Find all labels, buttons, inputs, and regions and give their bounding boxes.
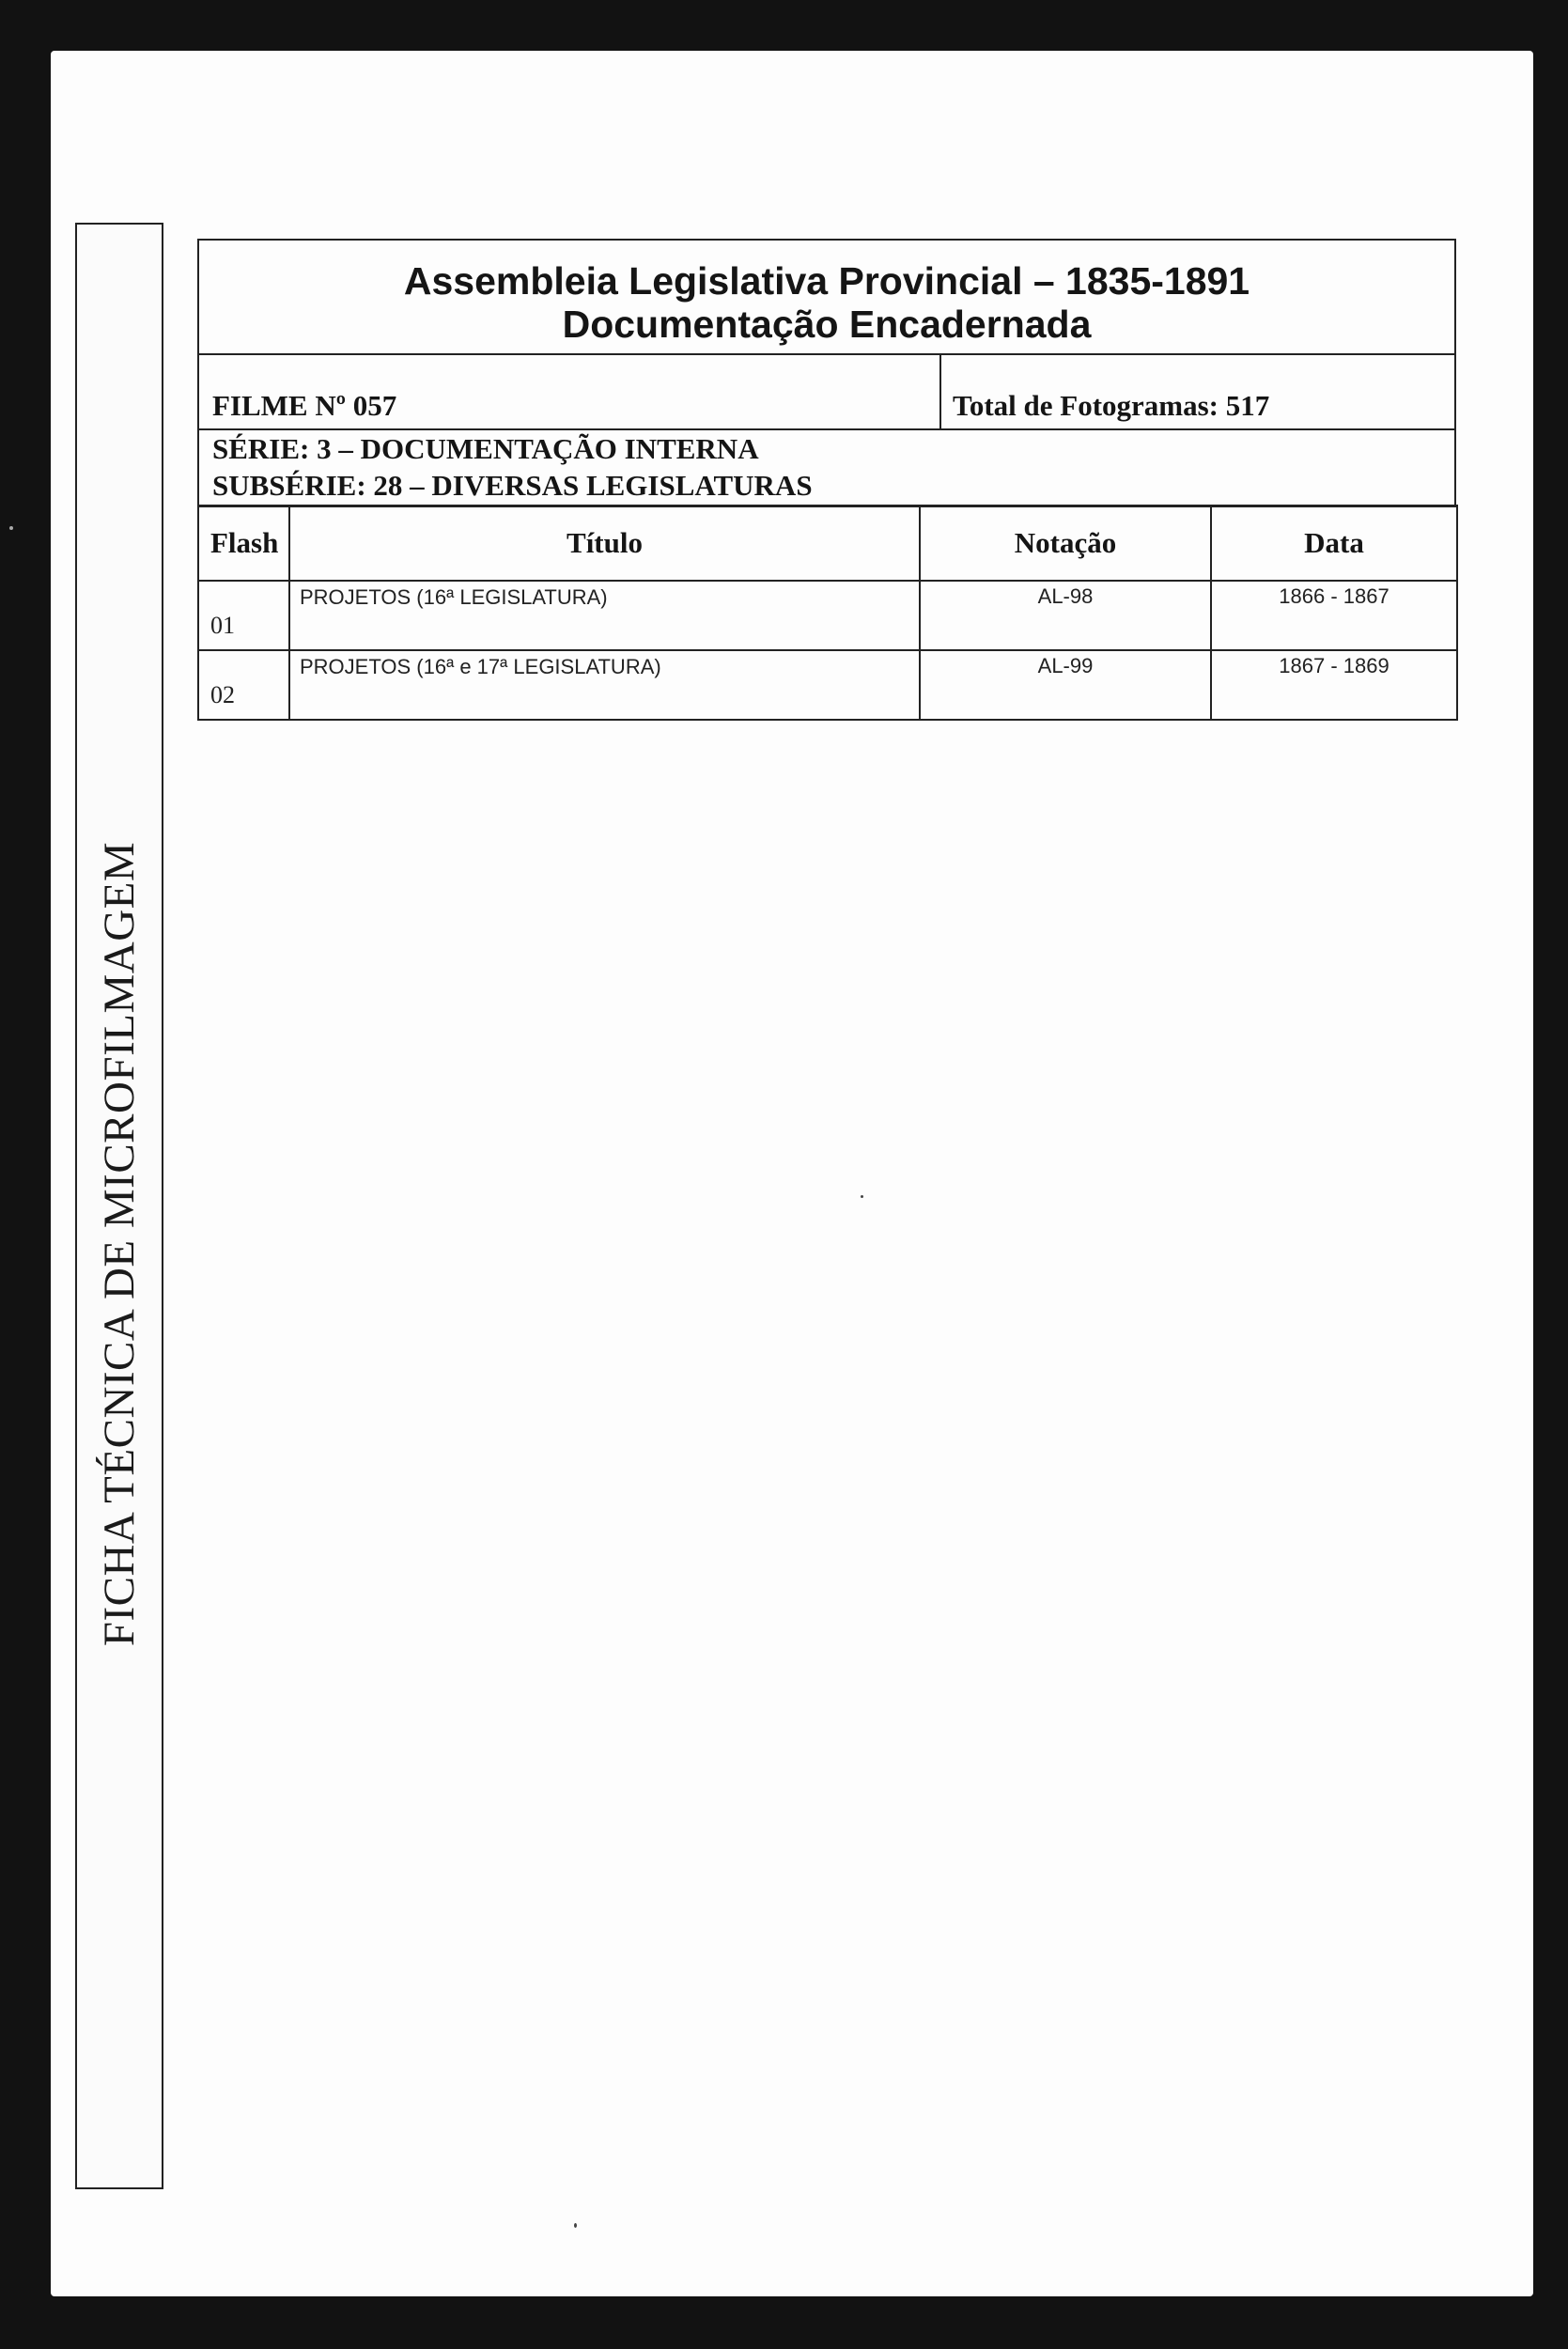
table-row: [198, 581, 1457, 650]
titulo-value: PROJETOS (16ª LEGISLATURA): [300, 585, 608, 609]
serie-label: SÉRIE: 3 – DOCUMENTAÇÃO INTERNA: [212, 432, 759, 465]
flash-value: 02: [210, 681, 235, 708]
document-title: Assembleia Legislativa Provincial – 1835-1891: [403, 259, 1250, 303]
cell-data: [1211, 650, 1457, 720]
dust-speck: [861, 1195, 863, 1198]
cell-notacao: [920, 581, 1211, 650]
header-data: Data: [1211, 506, 1457, 581]
header-flash: Flash: [198, 506, 289, 581]
side-label: FICHA TÉCNICA DE MICROFILMAGEM: [95, 841, 144, 1647]
cell-flash: [198, 650, 289, 720]
table-header-row: [198, 506, 1457, 581]
film-number-cell: [199, 355, 941, 428]
cell-titulo: [289, 581, 920, 650]
info-box: [197, 239, 1456, 507]
film-row: [199, 355, 1454, 430]
total-frames: Total de Fotogramas: 517: [953, 389, 1270, 422]
header-titulo: Título: [289, 506, 920, 581]
subserie-label: SUBSÉRIE: 28 – DIVERSAS LEGISLATURAS: [212, 469, 813, 502]
header-notacao: Notação: [920, 506, 1211, 581]
titulo-value: PROJETOS (16ª e 17ª LEGISLATURA): [300, 655, 661, 678]
document-subtitle: Documentação Encadernada: [562, 303, 1092, 346]
cell-notacao: [920, 650, 1211, 720]
table-row: [198, 650, 1457, 720]
data-value: 1866 - 1867: [1279, 584, 1389, 608]
title-block: [199, 241, 1454, 355]
film-number: FILME Nº 057: [212, 389, 397, 422]
data-value: 1867 - 1869: [1279, 654, 1389, 677]
notacao-value: AL-98: [1037, 584, 1094, 608]
items-table: [197, 505, 1458, 721]
side-band: [75, 223, 163, 2189]
cell-titulo: [289, 650, 920, 720]
dust-speck: [574, 2223, 577, 2228]
notacao-value: AL-99: [1037, 654, 1094, 677]
cell-data: [1211, 581, 1457, 650]
side-label-wrapper: [77, 225, 162, 1647]
flash-value: 01: [210, 612, 235, 639]
total-frames-cell: [941, 355, 1454, 428]
cell-flash: [198, 581, 289, 650]
series-row: [199, 430, 1454, 506]
dust-speck: [9, 526, 13, 530]
